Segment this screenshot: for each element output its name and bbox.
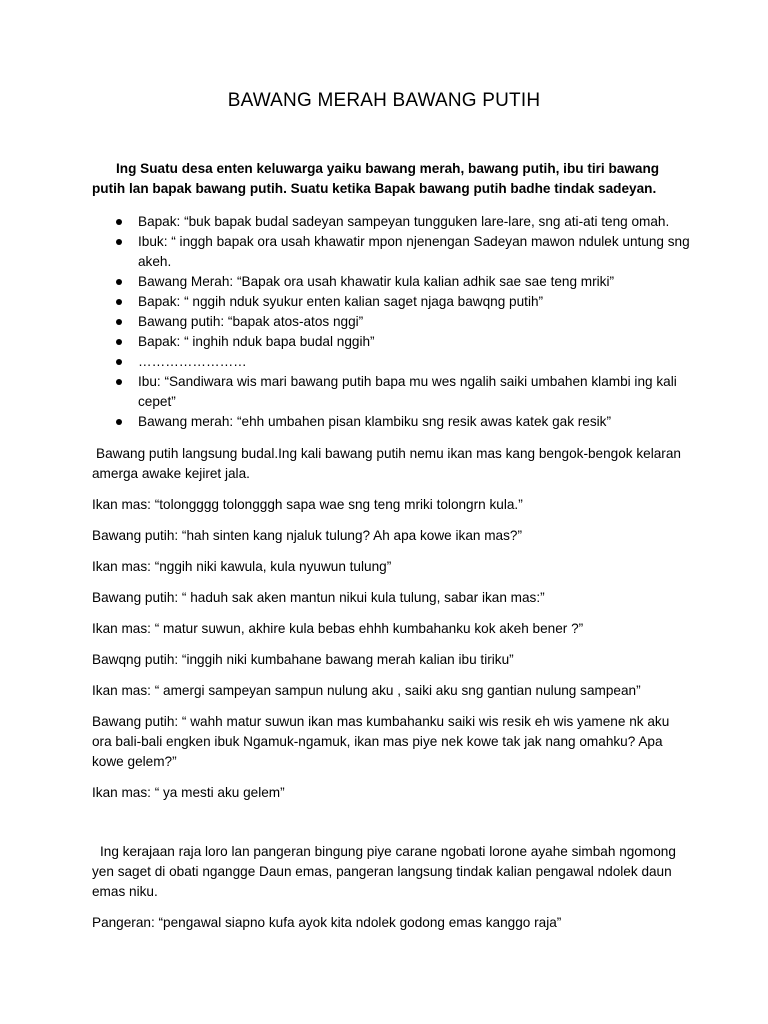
list-item	[92, 292, 692, 312]
document-title: BAWANG MERAH BAWANG PUTIH	[227, 90, 541, 111]
list-item-text: ……………………	[138, 354, 247, 369]
list-item	[92, 232, 692, 272]
list-item-text: Ibu: “Sandiwara wis mari bawang putih bapa mu wes ngalih saiki umbahen klambi ing kali cepet”	[138, 374, 677, 409]
bullet-icon	[116, 239, 122, 245]
list-item-text: Bawang Merah: “Bapak ora usah khawatir kula kalian adhik sae sae teng mriki”	[138, 274, 615, 289]
list-item	[92, 272, 692, 292]
list-item-text: Bapak: “buk bapak budal sadeyan sampeyan tungguken lare-lare, sng ati-ati teng omah.	[138, 214, 670, 229]
paragraph: Ikan mas: “tolongggg tolongggh sapa wae sng teng mriki tolongrn kula.”	[92, 497, 523, 512]
bullet-icon	[116, 419, 122, 425]
list-item	[92, 352, 692, 372]
paragraph: Bawang putih: “ wahh matur suwun ikan mas kumbahanku saiki wis resik eh wis yamene nk aku ora bali-bali engken ibuk Ngamuk-ngamuk, ikan mas piye nek kowe tak jak nang omahku? Apa kowe gelem?”	[92, 714, 670, 769]
paragraph: Pangeran: “pengawal siapno kufa ayok kita ndolek godong emas kanggo raja”	[92, 915, 562, 930]
intro-paragraph: Ing Suatu desa enten keluwarga yaiku bawang merah, bawang putih, ibu tiri bawang putih lan bapak bawang putih. Suatu ketika Bapak bawang putih badhe tindak sadeyan.	[92, 161, 660, 196]
paragraph: Bawang putih: “hah sinten kang njaluk tulung? Ah apa kowe ikan mas?”	[92, 528, 522, 543]
document-body	[92, 159, 692, 944]
bullet-icon	[116, 339, 122, 345]
bullet-icon	[116, 279, 122, 285]
list-item-text: Bapak: “ inghih nduk bapa budal nggih”	[138, 334, 375, 349]
bullet-icon	[116, 319, 122, 325]
paragraph: Ikan mas: “ amergi sampeyan sampun nulung aku , saiki aku sng gantian nulung sampean”	[92, 683, 641, 698]
list-item-text: Bawang merah: “ehh umbahen pisan klambiku sng resik awas katek gak resik”	[138, 414, 611, 429]
list-item	[92, 412, 692, 432]
list-item	[92, 372, 692, 412]
bullet-icon	[116, 299, 122, 305]
dialogue-list	[92, 212, 692, 432]
list-item-text: Ibuk: “ inggh bapak ora usah khawatir mpon njenengan Sadeyan mawon ndulek untung sng akeh.	[138, 234, 690, 269]
list-item	[92, 332, 692, 352]
bullet-icon	[116, 359, 122, 365]
list-item-text: Bawang putih: “bapak atos-atos nggi”	[138, 314, 364, 329]
list-item	[92, 312, 692, 332]
paragraph: Ikan mas: “ matur suwun, akhire kula bebas ehhh kumbahanku kok akeh bener ?”	[92, 621, 584, 636]
list-item	[92, 212, 692, 232]
bullet-icon	[116, 219, 122, 225]
list-item-text: Bapak: “ nggih nduk syukur enten kalian saget njaga bawqng putih”	[138, 294, 544, 309]
paragraph: Bawang putih langsung budal.Ing kali bawang putih nemu ikan mas kang bengok-bengok kelaran amerga awake kejiret jala.	[92, 446, 681, 481]
section-gap	[92, 814, 692, 842]
paragraph: Bawqng putih: “inggih niki kumbahane bawang merah kalian ibu tiriku”	[92, 652, 514, 667]
paragraph: Ing kerajaan raja loro lan pangeran bingung piye carane ngobati lorone ayahe simbah ngomong yen saget di obati ngangge Daun emas, pangeran langsung tindak kalian pengawal ndolek daun emas niku.	[92, 844, 676, 899]
bullet-icon	[116, 379, 122, 385]
paragraph: Bawang putih: “ haduh sak aken mantun nikui kula tulung, sabar ikan mas:”	[92, 590, 545, 605]
paragraph: Ikan mas: “nggih niki kawula, kula nyuwun tulung”	[92, 559, 392, 574]
paragraph: Ikan mas: “ ya mesti aku gelem”	[92, 785, 285, 800]
